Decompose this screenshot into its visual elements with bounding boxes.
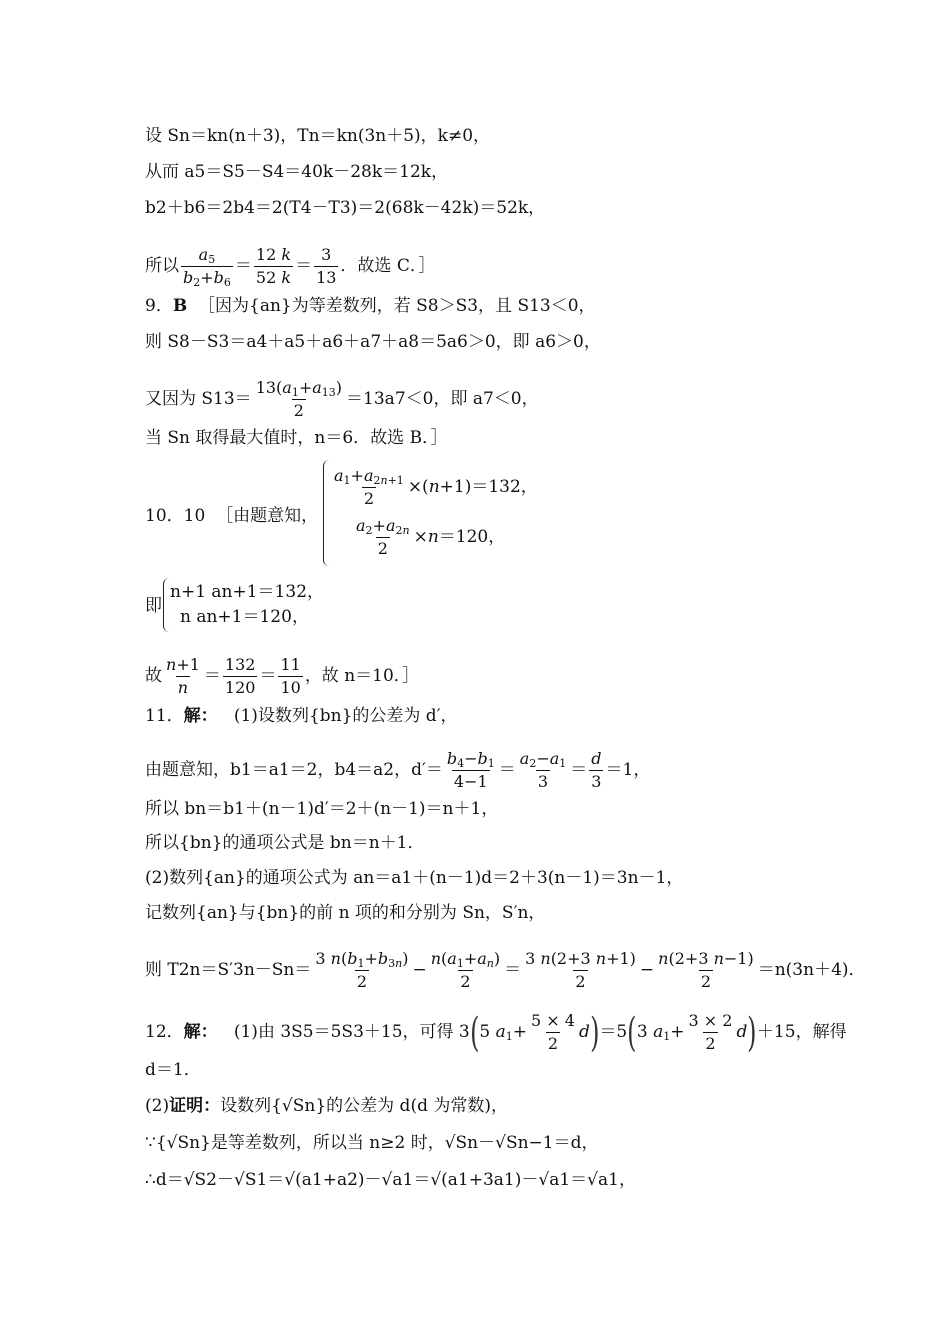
fraction-3n-b1-b3n-over-2: $\frac{3 n(b_1+b_{3n})}{2}$ xyxy=(315,949,409,991)
p12-line1-end: ＋15，解得 xyxy=(756,1022,847,1042)
p10-intro xyxy=(145,504,318,528)
p8-line1: 设 Sn＝kn(n＋3)，Tn＝kn(3n＋5)，k≠0， xyxy=(145,126,491,146)
p8-line4-text: 所以 xyxy=(145,256,179,276)
p9-number: 9． xyxy=(145,296,173,316)
p8-line4-end: ．故选 C．］ xyxy=(340,256,436,276)
fraction-n1-over-n: $\frac{n+1}{n}$ xyxy=(166,655,200,697)
left-brace-system1 xyxy=(323,460,330,566)
p11-line7: 则 T2n＝S′3n－Sn＝ $\frac{3 n(b_1+b_{3n})}{2}$ − $\frac{n(a_1+a_n)}{2}$ ＝ $\frac{3 n(2+3 n+1)}{2}$ − $\frac{n(2+3 n-1)}{2}$ ＝n(3n＋4)． xyxy=(145,949,866,991)
p11-line3: 所以 bn＝b1＋(n－1)d′＝2＋(n－1)＝n＋1， xyxy=(145,799,499,819)
p8-line2: 从而 a5＝S5－S4＝40k－28k＝12k， xyxy=(145,162,449,182)
p11-line6: 记数列{an}与{bn}的前 n 项的和分别为 Sn，S′n， xyxy=(145,903,546,923)
p10-conclusion-text: ，故 n＝10．］ xyxy=(304,666,420,686)
p11-line4: 所以{bn}的通项公式是 bn＝n＋1． xyxy=(145,833,425,853)
p9-line3 xyxy=(145,377,539,422)
p10-eq1-value: ＝132， xyxy=(471,477,538,497)
p10-eq1: $\frac{a_1+a_{2n+1}}{2}$ ×(n+1)＝132， xyxy=(334,466,538,508)
fraction-3-over-13: $\frac{3}{13}$ xyxy=(316,245,337,287)
p10-ji: 即 xyxy=(145,596,162,616)
p11-line1-text: (1)设数列{bn}的公差为 d′， xyxy=(233,706,458,726)
fraction-5x4-over-2: $\frac{5 \times 4}{2}$ xyxy=(531,1011,575,1053)
p12-line5: ∴d＝√S2－√S1＝√(a1+a2)－√a1＝√(a1+3a1)－√a1＝√a1， xyxy=(145,1170,636,1190)
p9-line4: 当 Sn 取得最大值时，n＝6．故选 B．］ xyxy=(145,428,448,448)
p10-eq2-value: ＝120， xyxy=(438,527,506,547)
fraction-3n-2-3n-1-over-2: $\frac{3 n(2+3 n+1)}{2}$ xyxy=(525,949,636,991)
p11-line1 xyxy=(145,704,458,728)
left-brace-system2 xyxy=(163,578,169,632)
p10-conclusion: 故 $\frac{n+1}{n}$ ＝ $\frac{132}{120}$ ＝ $\frac{11}{10}$ ，故 n＝10．］ xyxy=(145,655,420,697)
fraction-132-over-120: $\frac{132}{120}$ xyxy=(224,655,256,697)
p10-sys2-eq1: n+1 an+1＝132， xyxy=(170,582,325,602)
p12-line1-text: (1)由 3S5＝5S3＋15，可得 3 xyxy=(233,1022,470,1042)
p11-line7-text: 则 T2n＝S′3n－Sn＝ xyxy=(145,960,312,980)
p11-line5: (2)数列{an}的通项公式为 an＝a1＋(n－1)d＝2＋3(n－1)＝3n－1， xyxy=(145,868,684,888)
fraction-11-over-10: $\frac{11}{10}$ xyxy=(280,655,301,697)
p11-number: 11． xyxy=(145,706,184,726)
p10-number: 10．10 xyxy=(145,506,206,526)
p10-sys2-eq2: n an+1＝120， xyxy=(180,607,309,627)
p12-jie: 解： xyxy=(183,1022,218,1042)
p12-line1: 12．解： (1)由 3S5＝5S3＋15，可得 3(5 $a_1+$ $\frac{5 \times 4}{2}$ d)＝5(3 $a_1+$ $\frac{3 \times 2}{2}$ d)＋15，解得 xyxy=(145,1009,847,1056)
fraction-a1-a2n1-over-2: $\frac{a_1+a_{2n+1}}{2}$ xyxy=(334,466,404,508)
p11-jie: 解： xyxy=(183,706,218,726)
fraction-n-2-3n-minus-1-over-2: $\frac{n(2+3 n-1)}{2}$ xyxy=(658,949,754,991)
p12-zhengming: 证明： xyxy=(169,1096,221,1116)
p12-line2: d＝1． xyxy=(145,1060,201,1080)
fraction-3x2-over-2: $\frac{3 \times 2}{2}$ xyxy=(688,1011,733,1053)
p9-line1-text: ［因为{an}为等差数列，若 S8＞S3，且 S13＜0， xyxy=(198,296,596,316)
p11-line2: 由题意知，b1＝a1＝2，b4＝a2，d′＝ $\frac{b_4-b_1}{4-1}$ ＝ $\frac{a_2-a_1}{3}$ ＝ $\frac{d}{3}$ ＝1， xyxy=(145,749,651,791)
p12-line3-rest: 设数列{√Sn}的公差为 d(d 为常数)， xyxy=(220,1096,508,1116)
p9-line3-text: 又因为 S13＝ xyxy=(145,389,252,409)
p9-answer: B xyxy=(172,296,188,316)
fraction-n-a1-an-over-2: $\frac{n(a_1+a_n)}{2}$ xyxy=(430,949,501,991)
fraction-a5-over-b2b6: $\frac{a_5}{b_2+b_6}$ xyxy=(183,245,231,289)
p12-line3-prefix: (2) xyxy=(145,1096,170,1116)
p10-gu: 故 xyxy=(145,666,162,686)
p8-line3: b2＋b6＝2b4＝2(T4－T3)＝2(68k－42k)＝52k， xyxy=(145,198,546,218)
fraction-d-over-3: $\frac{d}{3}$ xyxy=(591,749,602,791)
p9-line1 xyxy=(145,294,596,318)
p10-intro-text: ［由题意知， xyxy=(216,506,319,526)
p12-line3 xyxy=(145,1094,508,1118)
fraction-a2-a2n-over-2: $\frac{a_2+a_{2n}}{2}$ xyxy=(356,516,410,558)
p10-eq2: $\frac{a_2+a_{2n}}{2}$ ×n＝120， xyxy=(356,516,506,558)
p11-line2-text: 由题意知，b1＝a1＝2，b4＝a2，d′＝ xyxy=(145,760,443,780)
fraction-b4-b1-over-3: $\frac{b_4-b_1}{4-1}$ xyxy=(446,749,495,791)
left-paren: ( xyxy=(469,1009,480,1056)
left-paren: ( xyxy=(627,1009,637,1056)
p12-line4: ∵{√Sn}是等差数列，所以当 n≥2 时，√Sn－√Sn−1＝d， xyxy=(145,1133,599,1153)
p12-number: 12． xyxy=(145,1022,184,1042)
fraction-13-a1-a13-over-2: $\frac{13(a_1+a_{13})}{2}$ xyxy=(255,378,343,420)
right-paren: ) xyxy=(747,1009,757,1056)
p9-line2: 则 S8－S3＝a4＋a5＋a6＋a7＋a8＝5a6＞0，即 a6＞0， xyxy=(145,332,601,352)
fraction-a2-a1-over-3: $\frac{a_2-a_1}{3}$ xyxy=(519,749,567,791)
p9-line3-end: ＝13a7＜0，即 a7＜0， xyxy=(346,389,539,409)
right-paren: ) xyxy=(589,1009,600,1056)
p11-line7-end: ＝n(3n＋4)． xyxy=(757,960,866,980)
fraction-12k-over-52k: $\frac{12 k}{52 k}$ xyxy=(255,245,292,287)
p8-line4: 所以 $\frac{a_5}{b_2+b_6}$ ＝ $\frac{12 k}{52 k}$ ＝ $\frac{3}{13}$ ．故选 C．］ xyxy=(145,245,436,289)
